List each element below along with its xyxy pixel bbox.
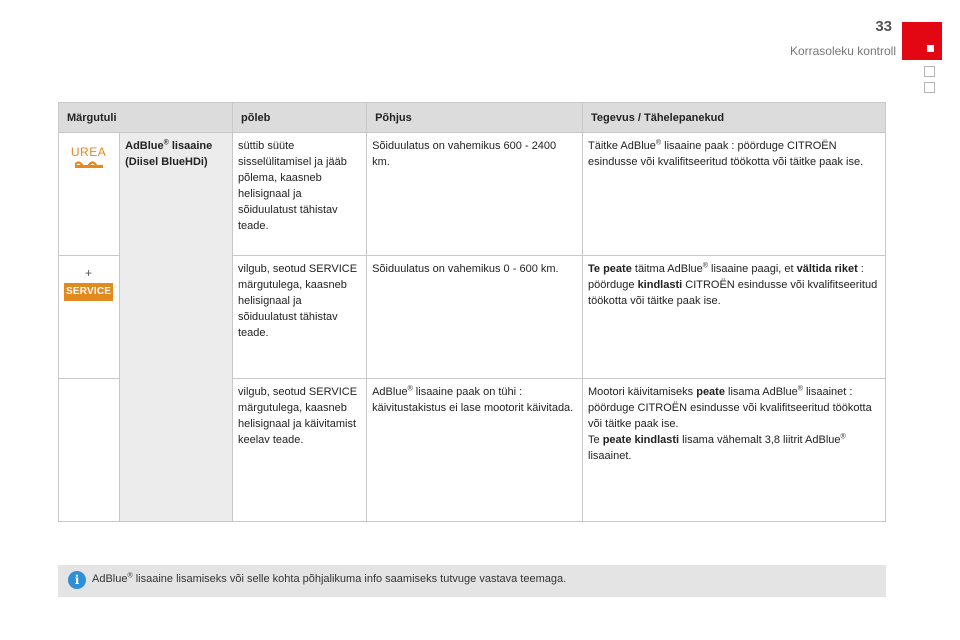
registered-mark: ®	[163, 139, 169, 147]
column-header-indicator: Märgutuli	[59, 103, 233, 133]
column-header-cause: Põhjus	[367, 103, 583, 133]
page-number: 33	[875, 18, 892, 35]
action-text: täitma AdBlue	[631, 263, 703, 275]
action-text: Mootori käivitamiseks	[588, 386, 697, 398]
indicator-icon-cell	[59, 133, 120, 256]
info-note	[58, 565, 886, 597]
action-text: lisaainet.	[588, 450, 632, 462]
action-cell	[583, 379, 886, 522]
column-header-state: põleb	[233, 103, 367, 133]
action-text: lisaainet : pöörduge CITROËN esindusse või kvalifitseeritud töökotta või täitke paak ise.	[588, 386, 872, 430]
action-text: lisama AdBlue	[724, 386, 798, 398]
registered-mark: ®	[127, 572, 133, 580]
side-nav-box-2	[924, 82, 935, 93]
registered-mark: ®	[797, 385, 803, 393]
action-text: CITROËN esindusse või kvalifitseeritud töökotta või täitke paak ise.	[588, 279, 878, 307]
cause-cell: Sõiduulatus on vahemikus 600 - 2400 km.	[367, 133, 583, 256]
indicator-icon-cell	[59, 256, 120, 379]
cause-cell	[367, 379, 583, 522]
cause-text: AdBlue	[372, 386, 408, 398]
indicator-name-cell	[120, 133, 233, 522]
action-text: lisama vähemalt 3,8 liitrit AdBlue	[679, 434, 841, 446]
action-text: Te	[588, 434, 603, 446]
indicator-icon-cell	[59, 379, 120, 522]
chapter-tab	[902, 22, 942, 60]
urea-warning-icon	[71, 144, 107, 168]
action-text: lisaaine paagi, et	[707, 263, 797, 275]
action-text: : pöörduge	[588, 263, 864, 291]
state-cell: vilgub, seotud SERVICE märgutulega, kaasneb helisignaal ja käivitamist keelav teade.	[233, 379, 367, 522]
action-text: Täitke AdBlue	[588, 140, 656, 152]
action-cell	[583, 133, 886, 256]
note-text-part: lisaaine lisamiseks või selle kohta põhjalikuma info saamiseks tutvuge vastava teemaga.	[132, 573, 567, 585]
state-cell: vilgub, seotud SERVICE märgutulega, kaasneb helisignaal ja sõiduulatust tähistav teade.	[233, 256, 367, 379]
registered-mark: ®	[407, 385, 413, 393]
action-emphasis: vältida riket	[796, 263, 858, 275]
table-row	[59, 133, 886, 256]
registered-mark: ®	[702, 262, 708, 270]
indicator-name-suffix: lisaaine (Diisel BlueHDi)	[125, 140, 213, 168]
urea-wave-icon	[75, 160, 103, 168]
action-cell	[583, 256, 886, 379]
service-warning-icon: SERVICE	[64, 283, 113, 301]
action-emphasis: peate	[696, 386, 725, 398]
table-header-row	[59, 103, 886, 133]
warning-light-table	[58, 102, 886, 522]
action-emphasis: kindlasti	[637, 279, 683, 291]
note-text-part: AdBlue	[92, 573, 128, 585]
info-note-text	[92, 573, 566, 585]
indicator-name: AdBlue	[125, 140, 164, 152]
column-header-action: Tegevus / Tähelepanekud	[583, 103, 886, 133]
action-emphasis: Te peate	[588, 263, 632, 275]
side-nav-box-1	[924, 66, 935, 77]
chapter-tab-marker	[927, 45, 934, 52]
registered-mark: ®	[655, 139, 662, 147]
registered-mark: ®	[840, 433, 846, 441]
action-text: lisaaine paak : pöörduge CITROËN esindusse või kvalifitseeritud töökotta või täitke paak ise.	[588, 140, 864, 168]
info-icon: i	[68, 571, 86, 589]
section-title: Korrasoleku kontroll	[789, 44, 896, 58]
plus-sign: +	[85, 266, 93, 280]
cause-cell: Sõiduulatus on vahemikus 0 - 600 km.	[367, 256, 583, 379]
urea-icon-label: UREA	[70, 145, 107, 159]
cause-text: lisaaine paak on tühi : käivitustakistus ei lase mootorit käivitada.	[372, 386, 574, 414]
state-cell: süttib süüte sisselülitamisel ja jääb põlema, kaasneb helisignaal ja sõiduulatust tähistav teade.	[233, 133, 367, 256]
action-emphasis: peate kindlasti	[602, 434, 680, 446]
